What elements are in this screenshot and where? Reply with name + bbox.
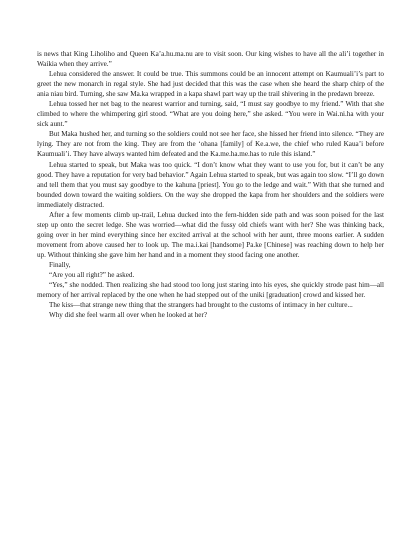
- paragraph-3: Lehua tossed her net bag to the nearest warrior and turning, said, “I must say goodbye to my friend.” With that she climbed to where the whimpering girl stood. “What are you doing here,” she asked. “You were in Wai.ni.ha with your sick aunt.”: [37, 100, 384, 129]
- paragraph-4: But Maka hushed her, and turning so the soldiers could not see her face, she hissed her friend into silence. “They are lying. They are not from the king. They are from the ‘ohana [family] of Ke.a.we, the chief who ruled Kaua’i before Kaumuali’i. They have always wanted him defeated and the Ka.me.ha.me.has to rule this island.”: [37, 130, 384, 159]
- paragraph-5: Lehua started to speak, but Maka was too quick. “I don’t know what they want to use you for, but it can’t be any good. They have a reputation for very bad behavior.” Again Lehua started to speak, but was again too slow. “I’ll go down and tell them that you must say goodbye to the kahuna [priest]. You go to the ledge and wait.” With that she turned and bounded down toward the waiting soldiers. On the way she dropped the kapa from her shoulders and the soldiers were immediately distracted.: [37, 160, 384, 209]
- paragraph-8: “Are you all right?” he asked.: [49, 271, 135, 280]
- paragraph-11: Why did she feel warm all over when he looked at her?: [49, 311, 208, 320]
- paragraph-10: The kiss—that strange new thing that the strangers had brought to the customs of intimacy in her culture...: [49, 301, 353, 310]
- paragraph-2: Lehua considered the answer. It could be true. This summons could be an innocent attempt on Kaumuali’i’s part to greet the new monarch in regal style. She had just decided that this was the case when she heard the sharp chirp of the ania niau bird. Turning, she saw Ma.ka wrapped in a kapa shawl part way up the trail shivering in the predawn breeze.: [37, 70, 384, 99]
- paragraph-7: Finally,: [49, 260, 71, 269]
- page-body: [37, 49, 384, 320]
- paragraph-1: is news that King Liholiho and Queen Ka’a.hu.ma.nu are to visit soon. Our king wishes to have all the ali’i together in Waikia when they arrive.”: [37, 50, 384, 69]
- paragraph-6: After a few moments climb up-trail, Lehua ducked into the fern-hidden side path and was soon poised for the last step up onto the secret ledge. She was worried—what did the fussy old chiefs want with her? She was thinking back, going over in her mind everything since her excited arrival at the school with her aunt, three moons earlier. A sudden movement from above caused her to look up. The ma.i.kai [handsome] Pa.ke [Chinese] was reaching down to help her up. Without thinking she gave him her hand and in a moment they stood facing one another.: [37, 210, 384, 259]
- paragraph-9: “Yes,” she nodded. Then realizing she had stood too long just staring into his eyes, she quickly strode past him—all memory of her arrival replaced by the one when he had stepped out of the uniki [graduation] crowd and kissed her.: [37, 281, 384, 300]
